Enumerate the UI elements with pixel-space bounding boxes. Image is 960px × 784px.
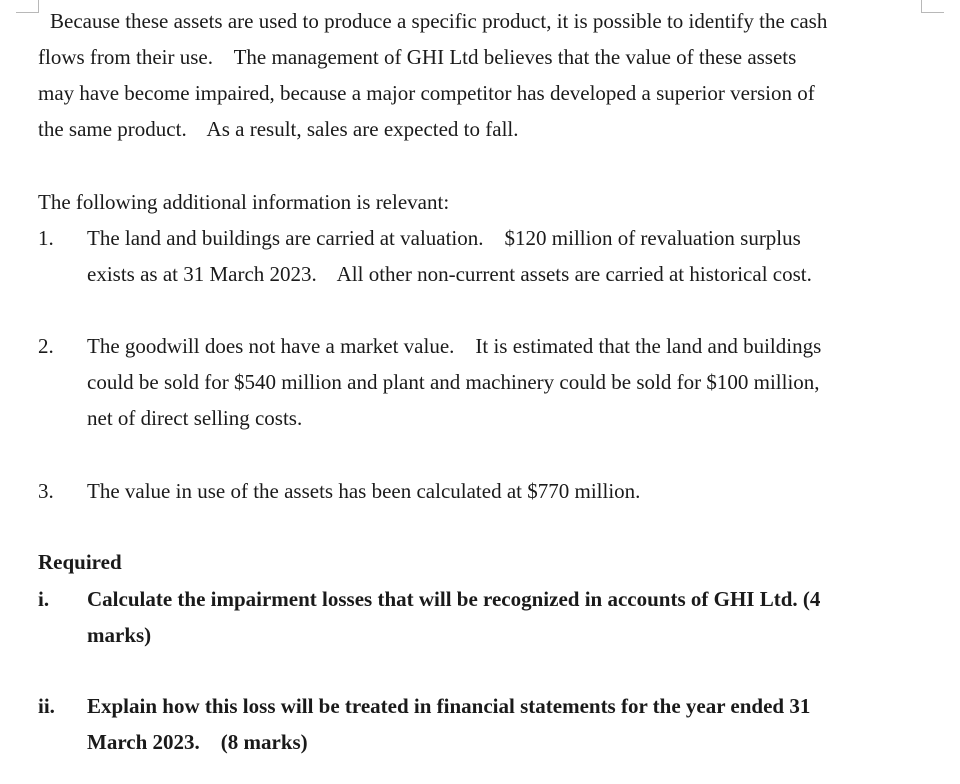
intro-line: Because these assets are used to produce a specific product, it is possible to identify the cash (50, 9, 828, 33)
list-item-line: exists as at 31 March 2023. All other non-current assets are carried at historical cost. (87, 262, 812, 286)
list-item-line: net of direct selling costs. (87, 406, 303, 430)
list-item-line: could be sold for $540 million and plant and machinery could be sold for $100 million, (87, 370, 820, 394)
list-item-text (87, 220, 947, 292)
list-item-line: The value in use of the assets has been calculated at $770 million. (87, 479, 641, 503)
list-item-text (87, 328, 947, 436)
additional-info-heading (38, 184, 943, 220)
list-number: i. (38, 587, 50, 611)
list-number: ii. (38, 694, 55, 718)
section-heading: The following additional information is relevant: (38, 190, 450, 214)
intro-line: may have become impaired, because a major competitor has developed a superior version of (38, 81, 815, 105)
intro-paragraph (38, 3, 943, 147)
list-item-text (87, 473, 947, 509)
page-corner-mark-left (16, 0, 39, 13)
list-item-line: March 2023. (8 marks) (87, 730, 308, 754)
intro-line: flows from their use. The management of GHI Ltd believes that the value of these assets (38, 45, 797, 69)
required-heading (38, 544, 943, 580)
list-number: 3. (38, 479, 54, 503)
list-item-line: The land and buildings are carried at valuation. $120 million of revaluation surplus (87, 226, 801, 250)
list-item-text (87, 688, 947, 760)
list-item-line: marks) (87, 623, 152, 647)
list-number: 2. (38, 334, 54, 358)
list-item-text (87, 581, 947, 653)
list-item-line: The goodwill does not have a market value. It is estimated that the land and buildings (87, 334, 822, 358)
list-number: 1. (38, 226, 54, 250)
list-item-line: Calculate the impairment losses that will be recognized in accounts of GHI Ltd. (4 (87, 587, 821, 611)
section-heading: Required (38, 550, 122, 574)
list-item-line: Explain how this loss will be treated in financial statements for the year ended 31 (87, 694, 811, 718)
intro-line: the same product. As a result, sales are expected to fall. (38, 117, 519, 141)
